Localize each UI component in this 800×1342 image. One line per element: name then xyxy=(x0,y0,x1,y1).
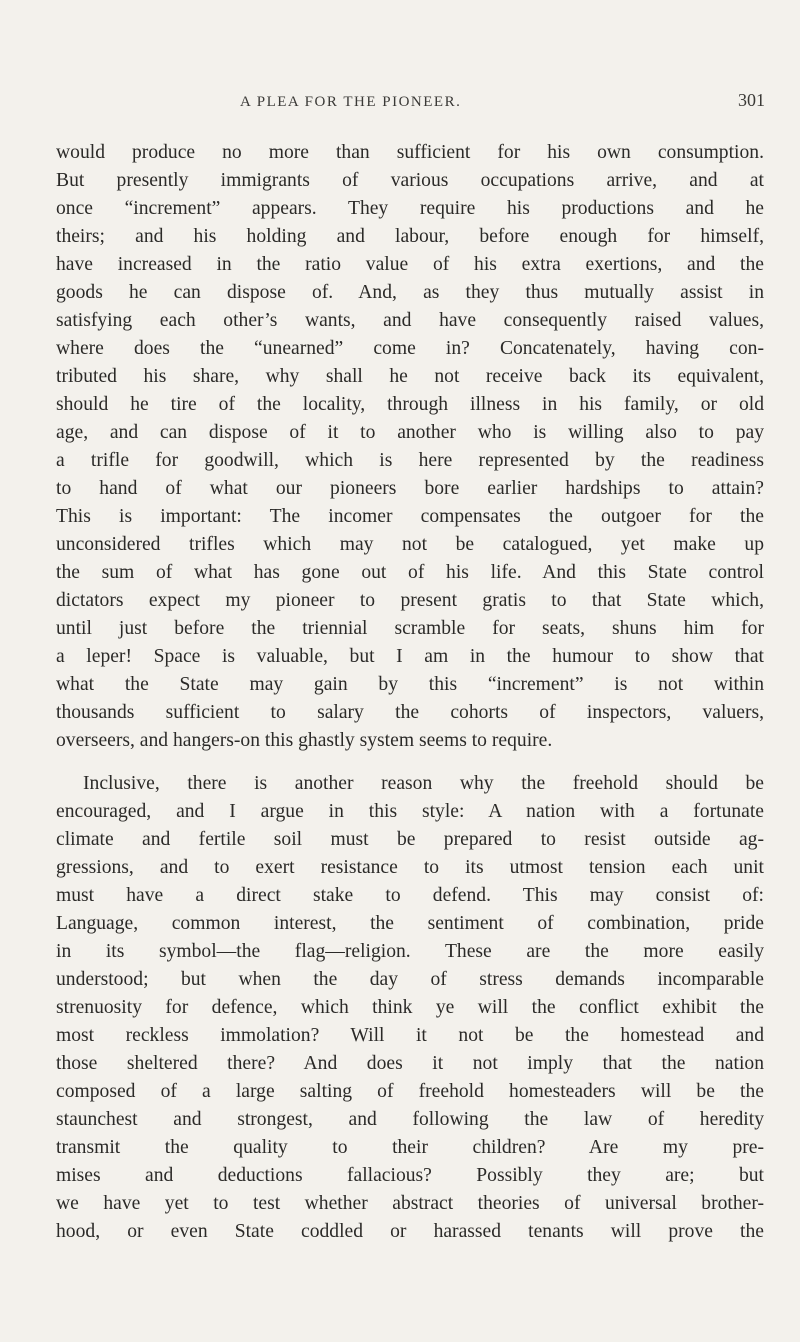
text-line: strenuosity for defence, which think ye will the conflict exhibit the xyxy=(56,997,764,1018)
text-line: the sum of what has gone out of his life. And this State control xyxy=(56,562,764,583)
text-line: goods he can dispose of. And, as they thus mutually assist in xyxy=(56,282,764,303)
text-line: must have a direct stake to defend. This may consist of: xyxy=(56,885,764,906)
text-line: until just before the triennial scramble for seats, shuns him for xyxy=(56,618,764,639)
text-line: those sheltered there? And does it not imply that the nation xyxy=(56,1053,764,1074)
text-line: would produce no more than sufficient for his own consumption. xyxy=(56,142,764,163)
text-line: hood, or even State coddled or harassed tenants will prove the xyxy=(56,1221,764,1242)
text-line: where does the “unearned” come in? Concatenately, having con- xyxy=(56,338,764,359)
text-line: overseers, and hangers-on this ghastly system seems to require. xyxy=(56,730,553,751)
text-line: most reckless immolation? Will it not be the homestead and xyxy=(56,1025,764,1046)
text-line: should he tire of the locality, through illness in his family, or old xyxy=(56,394,764,415)
text-line: unconsidered trifles which may not be catalogued, yet make up xyxy=(56,534,764,555)
text-line: Language, common interest, the sentiment of combination, pride xyxy=(56,913,764,934)
text-line: composed of a large salting of freehold homesteaders will be the xyxy=(56,1081,764,1102)
text-line: a leper! Space is valuable, but I am in the humour to show that xyxy=(56,646,764,667)
text-line: dictators expect my pioneer to present gratis to that State which, xyxy=(56,590,764,611)
text-line: But presently immigrants of various occupations arrive, and at xyxy=(56,170,764,191)
text-line: tributed his share, why shall he not receive back its equivalent, xyxy=(56,366,764,387)
text-line: what the State may gain by this “increment” is not within xyxy=(56,674,764,695)
text-line: have increased in the ratio value of his extra exertions, and the xyxy=(56,254,764,275)
text-line: encouraged, and I argue in this style: A nation with a fortunate xyxy=(56,801,764,822)
running-head: A PLEA FOR THE PIONEER. xyxy=(240,94,462,110)
text-line: staunchest and strongest, and following the law of heredity xyxy=(56,1109,764,1130)
text-line: theirs; and his holding and labour, before enough for himself, xyxy=(56,226,764,247)
text-line: thousands sufficient to salary the cohorts of inspectors, valuers, xyxy=(56,702,764,723)
text-line: transmit the quality to their children? Are my pre- xyxy=(56,1137,764,1158)
text-line: mises and deductions fallacious? Possibly they are; but xyxy=(56,1165,764,1186)
text-line: climate and fertile soil must be prepared to resist outside ag- xyxy=(56,829,764,850)
text-line: gressions, and to exert resistance to its utmost tension each unit xyxy=(56,857,764,878)
text-line: to hand of what our pioneers bore earlier hardships to attain? xyxy=(56,478,764,499)
text-line: understood; but when the day of stress demands incomparable xyxy=(56,969,764,990)
page-number: 301 xyxy=(738,90,765,110)
text-line: we have yet to test whether abstract theories of universal brother- xyxy=(56,1193,764,1214)
text-line: a trifle for goodwill, which is here represented by the readiness xyxy=(56,450,764,471)
text-line: in its symbol—the flag—religion. These are the more easily xyxy=(56,941,764,962)
text-line: age, and can dispose of it to another who is willing also to pay xyxy=(56,422,764,443)
text-line: satisfying each other’s wants, and have consequently raised values, xyxy=(56,310,764,331)
text-line: Inclusive, there is another reason why the freehold should be xyxy=(83,773,764,794)
text-line: This is important: The incomer compensates the outgoer for the xyxy=(56,506,764,527)
text-line: once “increment” appears. They require his productions and he xyxy=(56,198,764,219)
